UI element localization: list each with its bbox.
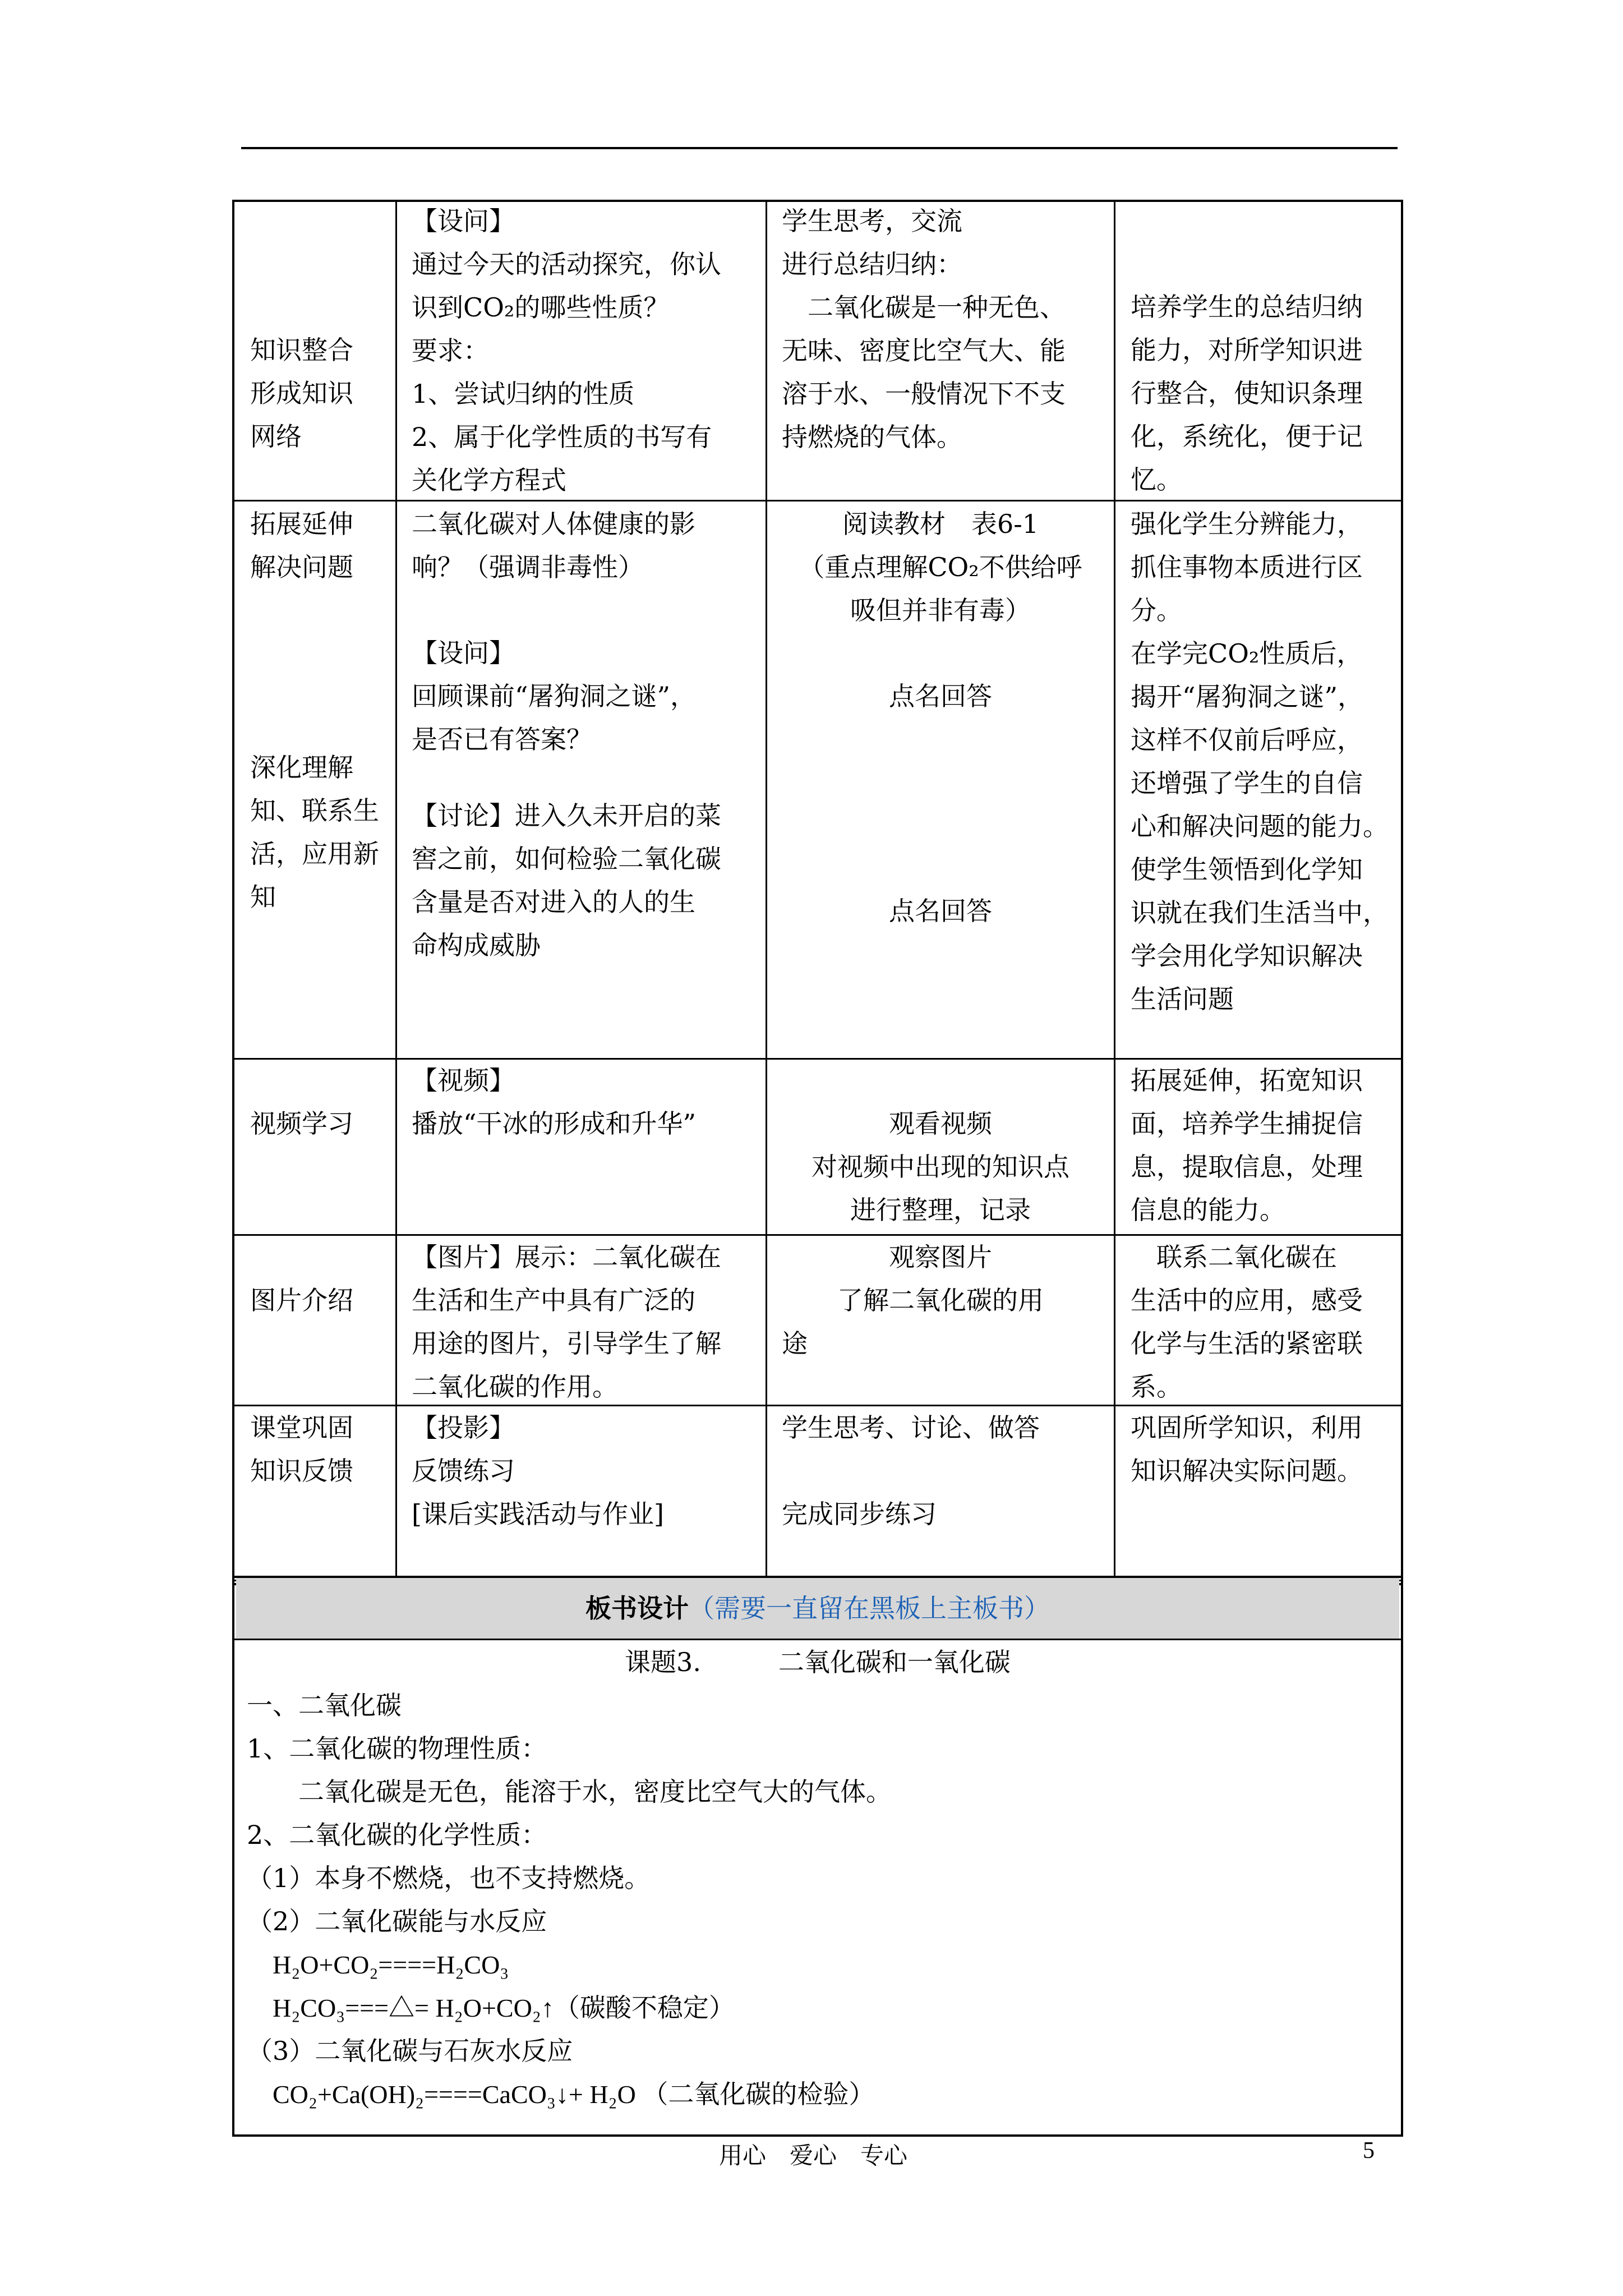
board-heading: 板书设计 [585, 1593, 689, 1623]
row1-teacher-line: 2、属于化学性质的书写有 [412, 422, 712, 452]
row2-student-line: 阅读教材 表6-1 [842, 509, 1039, 539]
board-equation: H₂O+CO₂====H₂CO₃ [247, 1950, 509, 1979]
row5-intent-line: 知识解决实际问题。 [1131, 1456, 1363, 1486]
row4-stage-line: 图片介绍 [250, 1285, 353, 1315]
row4-intent-line: 系。 [1131, 1372, 1182, 1402]
row1-student-line: 二氧化碳是一种无色、 [782, 292, 1066, 323]
row2-teacher-line: 【讨论】进入久未开启的菜 [412, 800, 721, 831]
row4-student-line: 观察图片 [889, 1242, 992, 1272]
row5-teacher-line: 反馈练习 [412, 1456, 515, 1486]
row1-teacher [412, 200, 721, 502]
row4-teacher-line: 生活和生产中具有广泛的 [412, 1285, 695, 1315]
row2-stage-line: 解决问题 [250, 552, 353, 582]
lesson-table [232, 200, 1403, 1585]
row2-intent-line: 心和解决问题的能力。 [1131, 811, 1389, 841]
row2-student-line: （重点理解CO₂不供给呼 [799, 552, 1082, 582]
board-line: 1、二氧化碳的物理性质： [247, 1733, 547, 1764]
row2-stage-line: 活，应用新 [250, 839, 379, 869]
row2-intent-line: 分。 [1131, 595, 1182, 625]
row2-student-line: 点名回答 [889, 681, 992, 711]
row3-teacher-line: 【视频】 [412, 1065, 515, 1096]
row5-teacher-line: 【投影】 [412, 1412, 515, 1443]
row2-teacher-a [412, 503, 695, 589]
row3-teacher-line: 播放“干冰的形成和升华” [412, 1108, 697, 1139]
row2-stage-b [250, 746, 379, 919]
row4-student-line: 途 [782, 1328, 808, 1359]
row4-student-line: 了解二氧化碳的用 [837, 1285, 1044, 1315]
row4-intent-line: 生活中的应用，感受 [1131, 1285, 1363, 1315]
row2-intent-line: 学会用化学知识解决 [1131, 941, 1363, 971]
row3-teacher [412, 1059, 696, 1145]
board-line: （1）本身不燃烧，也不支持燃烧。 [247, 1863, 651, 1893]
board-line: 二氧化碳是无色，能溶于水，密度比空气大的气体。 [247, 1777, 892, 1807]
row2-stage-line: 知 [250, 882, 276, 912]
row2-teacher-line: 窖之前，如何检验二氧化碳 [412, 844, 721, 874]
row2-intent [1131, 503, 1389, 1021]
row2-intent-line: 揭开“屠狗洞之谜”， [1131, 682, 1364, 712]
row2-teacher-c [412, 794, 721, 967]
row2-intent-line: 还增强了学生的自信 [1131, 768, 1363, 798]
footer-motto: 用心 爱心 专心 [718, 2142, 907, 2169]
row4-teacher [412, 1236, 721, 1409]
row3-stage [250, 1102, 353, 1145]
row2-stage-line: 拓展延伸 [250, 509, 353, 539]
board-topic-text: 课题3. 二氧化碳和一氧化碳 [625, 1647, 1011, 1677]
board-banner-text [234, 1578, 1401, 1639]
row3-intent-line: 息，提取信息，处理 [1131, 1152, 1363, 1182]
row4-teacher-line: 二氧化碳的作用。 [412, 1372, 618, 1402]
row2-teacher-line: 【设问】 [412, 638, 515, 668]
row3-student-line: 观看视频 [889, 1108, 992, 1139]
row5-stage-line: 课堂巩固 [250, 1412, 353, 1443]
row2-student-b [767, 675, 1114, 718]
row4-teacher-line: 用途的图片，引导学生了解 [412, 1328, 721, 1359]
row3-student-line: 对视频中出现的知识点 [811, 1152, 1069, 1182]
row3-intent [1131, 1059, 1363, 1232]
board-content [247, 1684, 892, 2116]
row2-stage-line: 知、联系生 [250, 795, 379, 826]
row2-teacher-b [412, 632, 696, 761]
row2-intent-line: 强化学生分辨能力， [1131, 509, 1363, 539]
row1-student [782, 200, 1066, 459]
row5-stage [250, 1406, 353, 1493]
row1-intent-line: 能力，对所学知识进 [1131, 335, 1363, 365]
row1-student-line: 持燃烧的气体。 [782, 422, 962, 452]
row2-intent-line: 在学完CO₂性质后， [1131, 638, 1363, 669]
row1-student-line: 学生思考，交流 [782, 206, 962, 236]
row4-student-a [767, 1236, 1114, 1322]
board-line: 一、二氧化碳 [247, 1690, 402, 1720]
row1-stage-line: 知识整合 [250, 335, 353, 365]
row1-teacher-line: 1、尝试归纳的性质 [412, 379, 635, 409]
board-line: 2、二氧化碳的化学性质： [247, 1820, 547, 1850]
row1-intent-line: 行整合，使知识条理 [1131, 378, 1363, 408]
row1-teacher-line: 要求： [412, 335, 489, 366]
row5-intent-line: 巩固所学知识，利用 [1131, 1412, 1363, 1443]
page-number: 5 [1363, 2138, 1375, 2164]
row2-student-c [767, 890, 1114, 933]
row1-intent-line: 培养学生的总结归纳 [1131, 292, 1363, 322]
row1-stage-line: 网络 [250, 421, 302, 452]
row2-teacher-line: 二氧化碳对人体健康的影 [412, 509, 695, 539]
row4-stage [250, 1279, 353, 1322]
row2-teacher-line: 回顾课前“屠狗洞之谜”， [412, 681, 697, 711]
row3-intent-line: 拓展延伸，拓宽知识 [1131, 1065, 1363, 1096]
row1-stage [250, 329, 353, 458]
board-topic [234, 1641, 1401, 1684]
row2-teacher-line: 命构成威胁 [412, 930, 541, 960]
row1-intent-line: 化，系统化，便于记 [1131, 421, 1363, 452]
row3-student [767, 1102, 1114, 1232]
row2-student-line: 吸但并非有毒） [850, 595, 1031, 625]
row2-teacher-line: 是否已有答案？ [412, 724, 592, 754]
row2-intent-line: 生活问题 [1131, 984, 1234, 1014]
row4-intent-line: 联系二氧化碳在 [1131, 1242, 1337, 1272]
row2-intent-line: 使学生领悟到化学知 [1131, 854, 1363, 885]
row1-teacher-line: 【设问】 [412, 206, 515, 236]
row1-teacher-line: 关化学方程式 [412, 465, 566, 495]
row5-teacher [412, 1406, 664, 1536]
row1-student-line: 进行总结归纳： [782, 249, 962, 279]
row2-intent-line: 这样不仅前后呼应， [1131, 725, 1363, 755]
board-line: （3）二氧化碳与石灰水反应 [247, 2036, 573, 2066]
row5-student-a [782, 1406, 1040, 1450]
row1-teacher-line: 通过今天的活动探究，你认 [412, 249, 721, 279]
row4-intent-line: 化学与生活的紧密联 [1131, 1328, 1363, 1359]
row5-student-line: 完成同步练习 [782, 1499, 937, 1529]
row5-stage-line: 知识反馈 [250, 1456, 353, 1486]
header-rule [241, 147, 1398, 149]
row3-stage-line: 视频学习 [250, 1108, 353, 1139]
row2-stage-line: 深化理解 [250, 752, 353, 783]
row1-stage-line: 形成知识 [250, 378, 353, 408]
row2-student-line: 点名回答 [889, 896, 992, 926]
row4-teacher-line: 【图片】展示：二氧化碳在 [412, 1242, 721, 1272]
row5-teacher-line: [课后实践活动与作业] [412, 1499, 664, 1529]
board-equation: H₂CO₃===△= H₂O+CO₂↑（碳酸不稳定） [247, 1994, 735, 2022]
row2-intent-line: 识就在我们生活当中， [1131, 898, 1389, 928]
row2-intent-line: 抓住事物本质进行区 [1131, 552, 1363, 582]
row1-intent-line: 忆。 [1131, 464, 1182, 495]
row2-stage-a [250, 503, 353, 589]
row3-intent-line: 面，培养学生捕捉信 [1131, 1108, 1363, 1139]
row4-student-b [782, 1322, 808, 1365]
row3-student-line: 进行整理，记录 [850, 1195, 1031, 1225]
board-design-section [232, 1576, 1403, 2137]
row3-intent-line: 信息的能力。 [1131, 1195, 1285, 1225]
row1-student-line: 无味、密度比空气大、能 [782, 335, 1066, 366]
row2-student-a [767, 503, 1114, 632]
row4-intent [1131, 1236, 1363, 1409]
board-note: （需要一直留在黑板上主板书） [689, 1593, 1050, 1623]
row5-student-b [782, 1493, 937, 1536]
row1-intent [1131, 286, 1363, 501]
row5-intent [1131, 1406, 1363, 1493]
row1-teacher-line: 识到CO₂的哪些性质？ [412, 292, 670, 323]
row1-student-line: 溶于水、一般情况下不支 [782, 379, 1066, 409]
board-line: （2）二氧化碳能与水反应 [247, 1906, 547, 1936]
row5-student-line: 学生思考、讨论、做答 [782, 1412, 1040, 1443]
row2-teacher-line: 含量是否对进入的人的生 [412, 887, 695, 917]
board-equation: CO₂+Ca(OH)₂====CaCO₃↓+ H₂O （二氧化碳的检验） [247, 2080, 875, 2109]
row2-teacher-line: 响？（强调非毒性） [412, 552, 644, 582]
